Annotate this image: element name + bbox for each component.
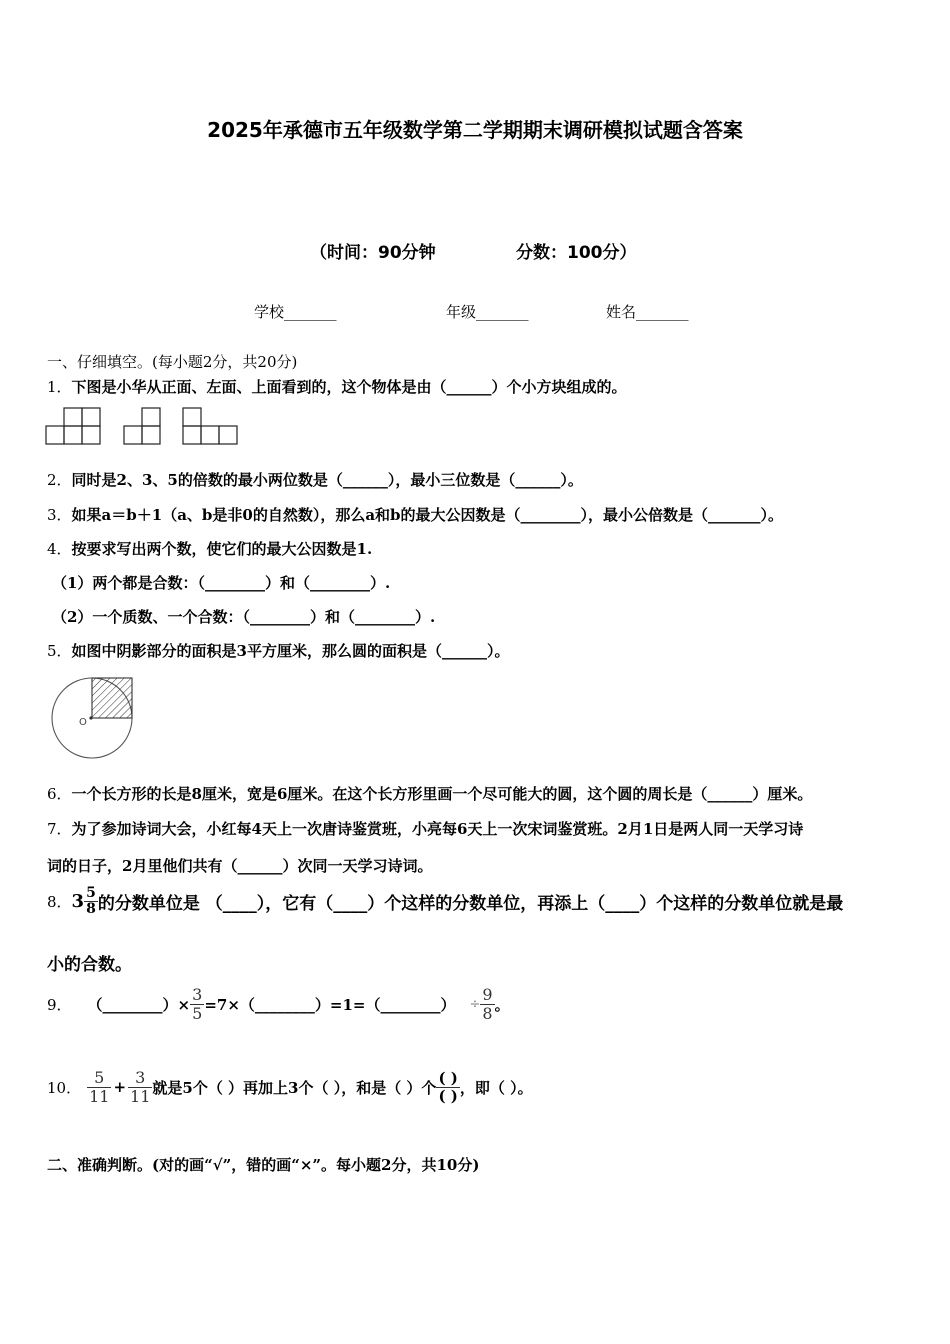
q10-plus: + — [113, 1078, 127, 1097]
q9-blank1: （________）× — [87, 995, 191, 1014]
exam-score: 分数：100分） — [516, 243, 637, 263]
q8-number: 8． — [47, 893, 72, 912]
q8-whole: 3 — [71, 891, 85, 913]
q9-f2-numerator: 9 — [482, 985, 493, 1004]
q10-a-denominator: 11 — [89, 1086, 110, 1106]
q7-line1: 为了参加诗词大会，小红每4天上一次唐诗鉴赏班，小亮每6天上一次宋词鉴赏班。2月1日是两人同一天学习诗 — [71, 820, 804, 838]
q10-fraction-c — [436, 1070, 459, 1104]
q10-b-numerator: 3 — [128, 1069, 152, 1088]
top-view-cell — [183, 426, 201, 444]
q7-number: 7． — [47, 820, 72, 838]
q2-text: 同时是2、3、5的倍数的最小两位数是（______），最小三位数是（______）。 — [71, 471, 583, 489]
q1-number: 1． — [47, 378, 72, 396]
q10-number: 10． — [47, 1078, 82, 1097]
q8-denominator: 8 — [86, 901, 96, 918]
center-label: O — [79, 717, 87, 728]
q3-text: 如果a＝b＋1（a、b是非0的自然数），那么a和b的最大公因数是（________），最小公倍数是（_______）。 — [71, 506, 784, 524]
q1-views-figure — [45, 405, 245, 447]
q9-f1-numerator: 3 — [192, 985, 203, 1004]
top-view-cell — [183, 408, 201, 426]
front-view-cell — [82, 426, 100, 444]
exam-time: （时间：90分钟 — [310, 243, 436, 263]
front-view-cell — [64, 408, 82, 426]
left-view-cell — [142, 426, 160, 444]
q2-number: 2． — [47, 471, 72, 489]
q4-part1: （1）两个都是合数：（________）和（________）. — [52, 574, 391, 592]
q9-f2-denominator: 8 — [482, 1003, 493, 1023]
q8-numerator: 5 — [86, 885, 96, 901]
left-view-cell — [142, 408, 160, 426]
q7-line2: 词的日子，2月里他们共有（______）次同一天学习诗词。 — [47, 857, 433, 875]
q9 — [47, 986, 510, 1022]
q4-text: 按要求写出两个数，使它们的最大公因数是1. — [71, 540, 373, 558]
section2-heading-text: 二、准确判断。(对的画“√”，错的画“×”。每小题2分，共10分) — [47, 1156, 480, 1174]
q4-number: 4． — [47, 540, 72, 558]
q1-text: 下图是小华从正面、左面、上面看到的，这个物体是由（______）个小方块组成的。 — [71, 378, 627, 396]
q5-text: 如图中阴影部分的面积是3平方厘米，那么圆的面积是（______）。 — [71, 642, 510, 660]
q9-end: 。 — [494, 995, 510, 1014]
q8-line2: 小的合数。 — [47, 955, 132, 975]
q10-b-denominator: 11 — [130, 1086, 151, 1106]
q3 — [47, 504, 783, 525]
q10-fraction-b — [128, 1069, 152, 1105]
q5-number: 5． — [47, 642, 72, 660]
q9-middle: =7×（________）=1=（________） — [204, 995, 456, 1014]
q2 — [47, 469, 583, 490]
q10-a-numerator: 5 — [87, 1069, 111, 1088]
front-view-cell — [64, 426, 82, 444]
q8 — [47, 886, 843, 918]
school-field: 学校_______ — [254, 303, 337, 321]
q9-fraction1 — [190, 986, 204, 1022]
q10-c-denominator: ( ) — [438, 1086, 458, 1105]
q6-text: 一个长方形的长是8厘米，宽是6厘米。在这个长方形里画一个尽可能大的圆，这个圆的周长是（______）厘米。 — [71, 785, 813, 803]
q6 — [47, 783, 812, 804]
top-view-cell — [201, 426, 219, 444]
shaded-square — [92, 678, 132, 718]
circle-center — [89, 716, 92, 719]
q4-part2: （2）一个质数、一个合数：（________）和（________）. — [52, 608, 436, 626]
name-field: 姓名_______ — [606, 303, 689, 321]
q8-line1: 的分数单位是 （____），它有（____）个这样的分数单位，再添上（____）个这样的分数单位就是最 — [97, 894, 844, 915]
q7 — [47, 818, 803, 839]
q9-f1-denominator: 5 — [192, 1003, 203, 1023]
q10-fraction-a — [87, 1069, 111, 1105]
front-view-cell — [82, 408, 100, 426]
q10-text1: 就是5个（ ）再加上3个（ ），和是（ ）个 — [152, 1078, 437, 1097]
q10 — [47, 1069, 533, 1105]
q9-fraction2 — [480, 986, 494, 1022]
division-sign-icon: ÷ — [469, 996, 481, 1012]
q10-c-numerator: ( ) — [438, 1069, 458, 1088]
grade-field: 年级_______ — [446, 303, 529, 321]
q5-circle-figure — [45, 672, 145, 762]
q10-text2: ，即（ ）。 — [459, 1078, 533, 1097]
q8-fraction — [84, 886, 98, 918]
q5 — [47, 640, 510, 661]
q1 — [47, 376, 627, 397]
q4 — [47, 538, 372, 559]
front-view-cell — [46, 426, 64, 444]
left-view-cell — [124, 426, 142, 444]
top-view-cell — [219, 426, 237, 444]
q9-number: 9． — [47, 995, 72, 1014]
page-title: 2025年承德市五年级数学第二学期期末调研模拟试题含答案 — [207, 118, 743, 142]
q3-number: 3． — [47, 506, 72, 524]
section1-heading: 一、仔细填空。(每小题2分，共20分) — [47, 353, 298, 371]
section2-heading — [47, 1154, 479, 1175]
q6-number: 6． — [47, 785, 72, 803]
